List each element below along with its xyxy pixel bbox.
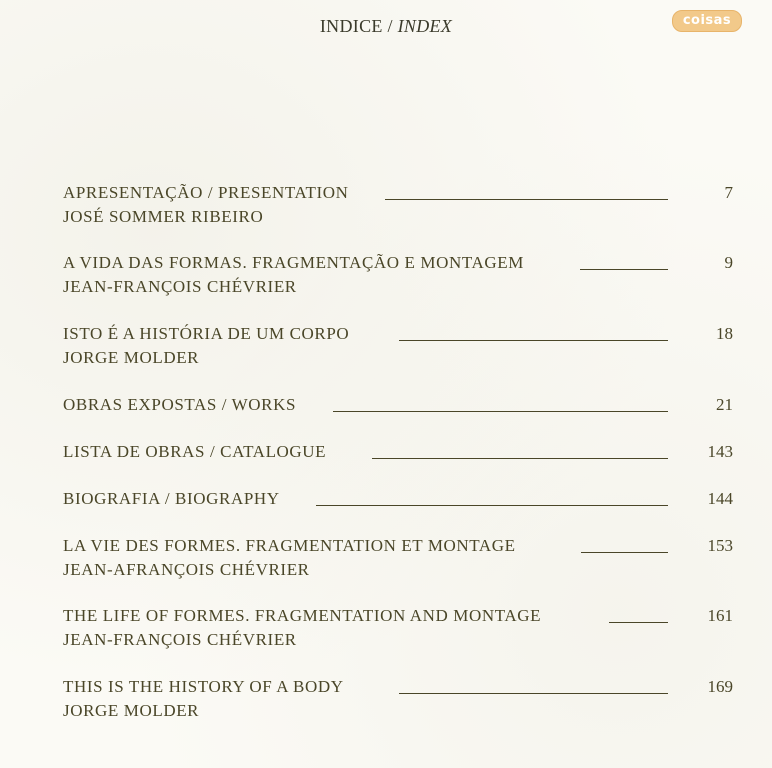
index-entry-title: ISTO É A HISTÓRIA DE UM CORPO: [63, 324, 350, 343]
index-entry: [63, 180, 733, 226]
index-entry: [63, 321, 733, 367]
index-entry-line: [63, 180, 733, 206]
index-entry-title: A VIDA DAS FORMAS. FRAGMENTAÇÃO E MONTAGEM: [63, 253, 524, 272]
index-entry-page: 143: [707, 442, 733, 461]
index-entry-line: [63, 439, 733, 465]
index-entry-page: 18: [716, 324, 733, 343]
index-entry-page: 7: [724, 183, 733, 202]
index-entry-page: 144: [707, 489, 733, 508]
leader-line: [581, 552, 668, 553]
index-entry-title: LISTA DE OBRAS / CATALOGUE: [63, 442, 327, 461]
index-entry-title: BIOGRAFIA / BIOGRAPHY: [63, 489, 280, 508]
index-entry-line: [63, 486, 733, 512]
page-title: [0, 16, 772, 37]
index-entry-line: [63, 321, 733, 347]
index-entry-line: [63, 603, 733, 629]
index-entry: [63, 674, 733, 720]
index-entry-title: OBRAS EXPOSTAS / WORKS: [63, 395, 297, 414]
coisas-watermark-logo: coisas: [672, 10, 742, 32]
index-entry-page: 161: [707, 606, 733, 625]
leader-line: [399, 340, 668, 341]
index-entry-author: JEAN-AFRANÇOIS CHÉVRIER: [63, 560, 310, 579]
index-entry-page: 153: [707, 536, 733, 555]
index-entry: [63, 533, 733, 579]
index-entry-line: [63, 674, 733, 700]
index-entry-title: THIS IS THE HISTORY OF A BODY: [63, 677, 344, 696]
page-title-italic: INDEX: [397, 16, 453, 36]
leader-line: [399, 693, 668, 694]
index-entry-page: 9: [724, 253, 733, 272]
index-entry-title: LA VIE DES FORMES. FRAGMENTATION ET MONTAGE: [63, 536, 516, 555]
index-entry: [63, 392, 733, 418]
leader-line: [609, 622, 668, 623]
page-title-plain: INDICE /: [319, 16, 393, 36]
leader-line: [580, 269, 668, 270]
index-entry-author: JORGE MOLDER: [63, 701, 200, 720]
index-entry-title: THE LIFE OF FORMES. FRAGMENTATION AND MONTAGE: [63, 606, 542, 625]
index-entry: [63, 439, 733, 465]
index-entry: [63, 603, 733, 649]
index-entry: [63, 486, 733, 512]
leader-line: [385, 199, 668, 200]
index-entry-author: JEAN-FRANÇOIS CHÉVRIER: [63, 630, 297, 649]
index-entry: [63, 250, 733, 296]
leader-line: [316, 505, 668, 506]
index-entry-page: 169: [707, 677, 733, 696]
index-entry-title: APRESENTAÇÃO / PRESENTATION: [63, 183, 349, 202]
index-entry-line: [63, 250, 733, 276]
index-entry-author: JORGE MOLDER: [63, 348, 200, 367]
leader-line: [372, 458, 668, 459]
index-entry-line: [63, 533, 733, 559]
leader-line: [333, 411, 668, 412]
index-entry-author: JOSÉ SOMMER RIBEIRO: [63, 207, 264, 226]
index-entry-author: JEAN-FRANÇOIS CHÉVRIER: [63, 277, 297, 296]
index-entry-page: 21: [716, 395, 733, 414]
index-entry-line: [63, 392, 733, 418]
